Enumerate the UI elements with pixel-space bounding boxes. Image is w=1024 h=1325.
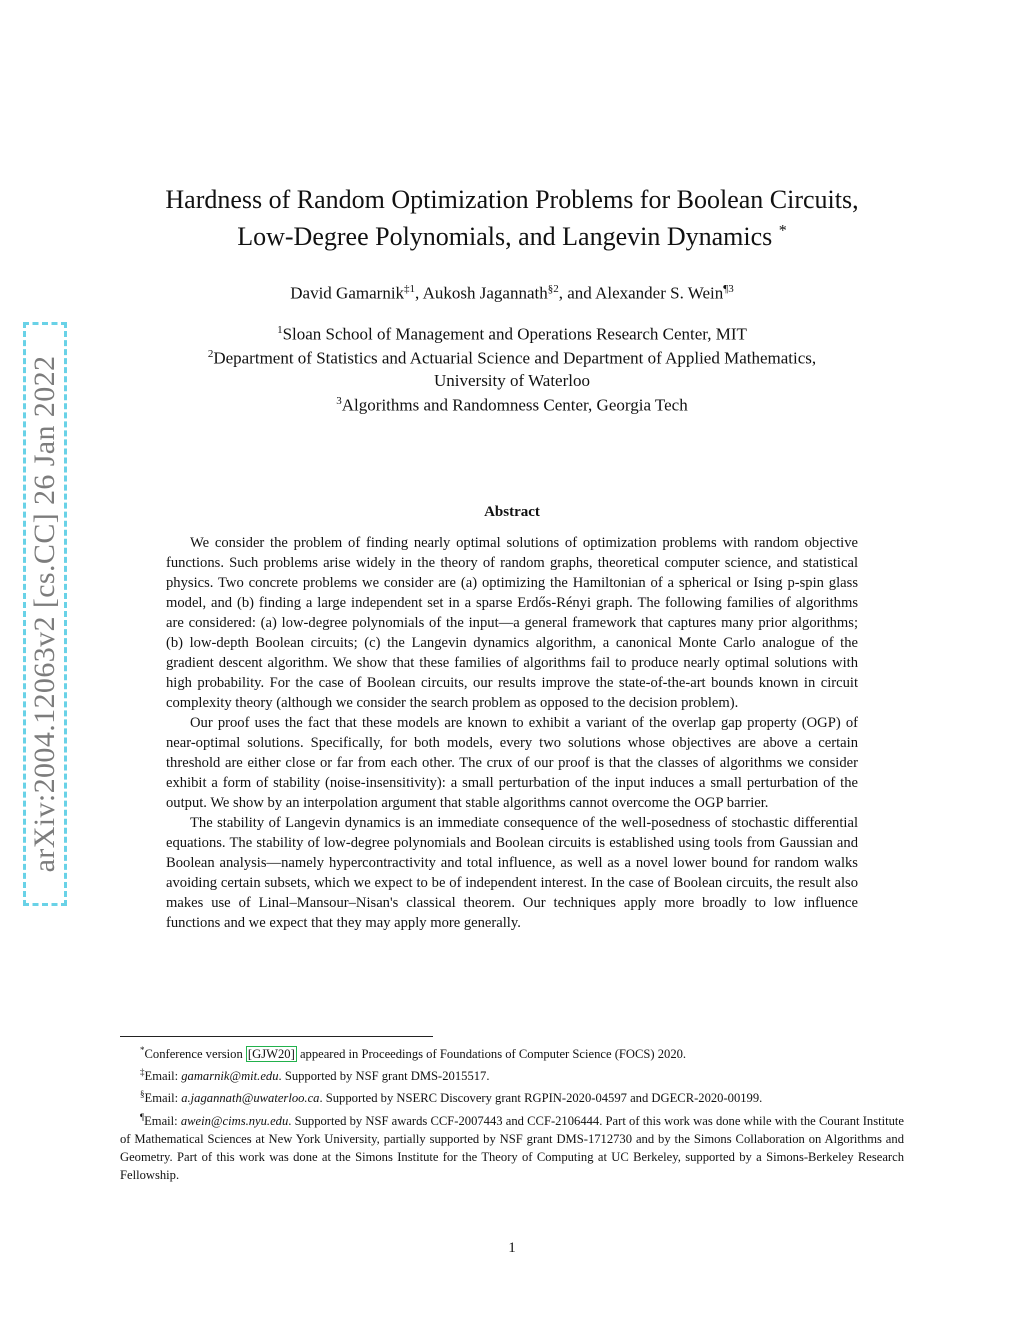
footnote-text: appeared in Proceedings of Foundations of Computer Science (FOCS) 2020. [296, 1047, 687, 1062]
affiliation-text: Algorithms and Randomness Center, Georgia Tech [341, 395, 688, 415]
footnote-text: . Supported by NSF awards CCF-2007443 and CCF-2106444. Part of this work was done while with the Courant Institute of Mathematical Sciences at New York University, partially supported by NSF grant DMS-1712730 and by the Simons Collaboration on Algorithms and Geometry. Part of this work was done at the Simons Institute for the Theory of Computing at UC Berkeley, supported by a Simons-Berkeley Research Fellowship. [120, 1113, 904, 1182]
author-name: Alexander S. Wein [595, 283, 724, 303]
affiliation-number: 3 [336, 395, 342, 407]
footnote-text: . Supported by NSF grant DMS-2015517. [278, 1069, 490, 1084]
affiliation-text: Department of Statistics and Actuarial Science and Department of Applied Mathematics, [213, 348, 817, 368]
footnote-conference [120, 1041, 904, 1063]
email-wein: awein@cims.nyu.edu [180, 1113, 289, 1128]
author-mark: ¶3 [723, 283, 734, 295]
abstract-paragraph-3: The stability of Langevin dynamics is an immediate consequence of the well-posedness of stochastic differential equations. The stability of low-degree polynomials and Boolean circuits is established using tools from Gaussian and Boolean analysis—namely hypercontractivity and total influence, as well as a novel lower bound for random walks avoiding certain subsets, which we expect to be of independent interest. In the case of Boolean circuits, the result also makes use of Linal–Mansour–Nisan's classical theorem. Our techniques apply more broadly to low influence functions and we expect that they may apply more generally. [166, 815, 858, 931]
arxiv-identifier: arXiv:2004.12063v2 [cs.CC] 26 Jan 2022 [28, 355, 61, 873]
title-footnote-mark: * [778, 222, 787, 240]
footnotes [120, 1041, 904, 1184]
footnote-text: Conference version [144, 1047, 246, 1062]
author-separator: , and [558, 283, 596, 303]
title-line-2-text: Low-Degree Polynomials, and Langevin Dynamics [237, 222, 773, 251]
abstract-paragraph-2: Our proof uses the fact that these models are known to exhibit a variant of the overlap gap property (OGP) of near-optimal solutions. Specifically, for both models, every two solutions whose objectives are above a certain threshold are either close or far from each other. The crux of our proof is that the classes of algorithms we consider exhibit a form of stability (noise-insensitivity): a small perturbation of the input induces a small perturbation of the output. We show by an interpolation argument that stable algorithms cannot overcome the OGP barrier. [166, 715, 858, 811]
footnote-gamarnik [120, 1063, 904, 1085]
author-name: David Gamarnik [290, 283, 405, 303]
affiliation-text: Sloan School of Management and Operations Research Center, MIT [282, 324, 747, 344]
affiliation-number: 2 [207, 348, 214, 360]
email-gamarnik: gamarnik@mit.edu [181, 1069, 279, 1084]
author-mark: ‡1 [404, 283, 416, 295]
page-number: 1 [508, 1240, 516, 1256]
abstract-paragraph-1: We consider the problem of finding nearly optimal solutions of optimization problems with random objective functions. Such problems arise widely in the theory of random graphs, theoretical computer science, and statistical physics. Two concrete problems we consider are (a) optimizing the Hamiltonian of a spherical or Ising p-spin glass model, and (b) finding a large independent set in a sparse Erdős-Rényi graph. The following families of algorithms are considered: (a) low-degree polynomials of the input—a general framework that captures many prior algorithms; (b) low-depth Boolean circuits; (c) the Langevin dynamics algorithm, a canonical Monte Carlo analogue of the gradient descent algorithm. We show that these families of algorithms fail to produce nearly optimal solutions with high probability. For the case of Boolean circuits, our results improve the state-of-the-art bounds known in circuit complexity theory (although we consider the search problem as opposed to the decision problem). [166, 535, 858, 711]
footnote-wein [120, 1108, 904, 1184]
affiliation-number: 1 [277, 324, 283, 336]
author-list [0, 283, 1024, 304]
footnote-label: Email: [144, 1091, 182, 1106]
footnote-mark: ¶ [140, 1111, 145, 1122]
affiliation-3 [0, 395, 1024, 416]
footnote-mark: * [140, 1045, 145, 1055]
author-mark: §2 [547, 283, 559, 295]
footnote-label: Email: [144, 1069, 182, 1084]
abstract-body [166, 533, 858, 933]
abstract-heading: Abstract [484, 504, 540, 520]
email-jagannath: a.jagannath@uwaterloo.ca [181, 1091, 320, 1106]
footnote-jagannath [120, 1085, 904, 1107]
footnote-label: Email: [144, 1113, 181, 1128]
footnote-mark: ‡ [140, 1067, 145, 1078]
title-line-1: Hardness of Random Optimization Problems for Boolean Circuits, [165, 185, 859, 214]
author-name: Aukosh Jagannath [422, 283, 548, 303]
affiliation-2 [0, 348, 1024, 369]
author-separator: , [415, 283, 423, 303]
citation-link-gjw20[interactable]: [GJW20] [247, 1047, 295, 1062]
title-line-2 [0, 222, 1024, 252]
footnote-mark: § [140, 1089, 145, 1100]
footnote-text: . Supported by NSERC Discovery grant RGPIN-2020-04597 and DGECR-2020-00199. [319, 1091, 763, 1106]
affiliation-1 [0, 324, 1024, 345]
affiliation-2-continued: University of Waterloo [433, 371, 590, 390]
footnote-rule [120, 1036, 433, 1037]
